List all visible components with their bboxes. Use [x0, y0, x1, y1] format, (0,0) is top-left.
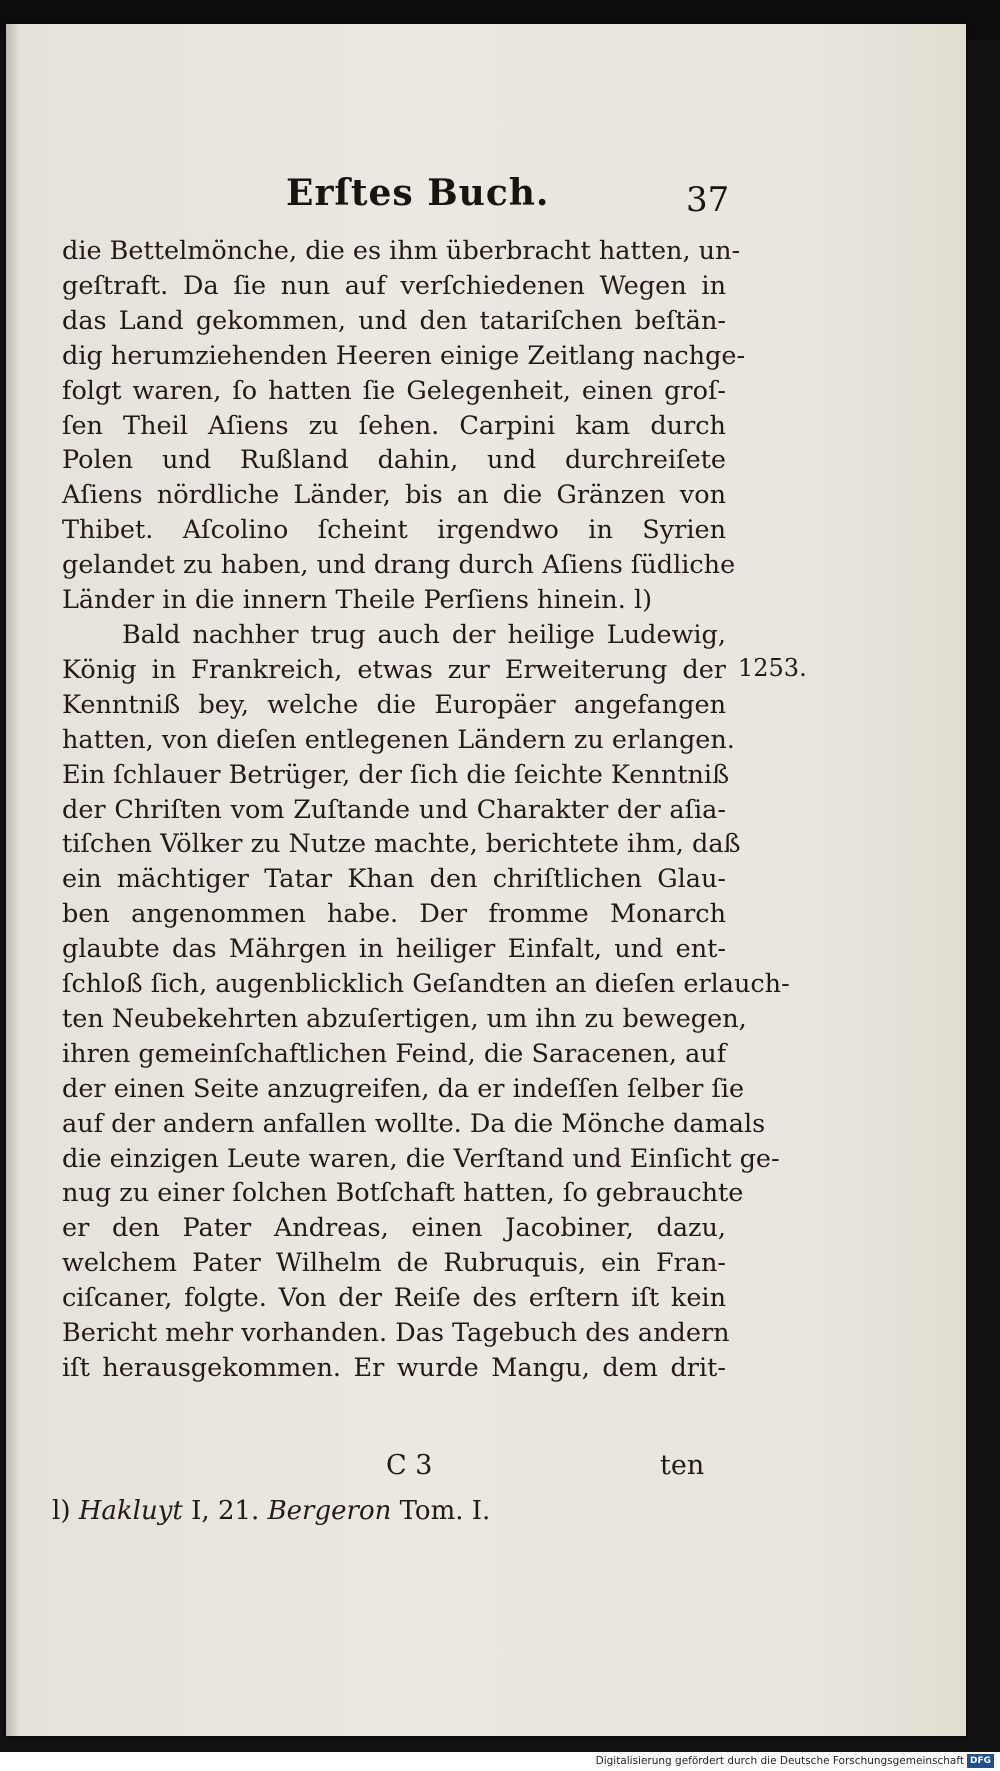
text-line: ein mächtiger Tatar Khan den chriſtlichen Glau- — [62, 864, 726, 895]
dfg-logo: DFG — [967, 1754, 994, 1768]
signature-mark: C 3 — [386, 1450, 433, 1481]
text-line: tiſchen Völker zu Nutze machte, berichtete ihm, daß — [62, 829, 741, 860]
text-line: Ein ſchlauer Betrüger, der ſich die ſeichte Kenntniß — [62, 759, 730, 790]
text-line: ſchloß ſich, augenblicklich Geſandten an dieſen erlauch- — [62, 969, 790, 1000]
text-line: ten Neubekehrten abzuſertigen, um ihn zu bewegen, — [62, 1003, 747, 1034]
text-line: gelandet zu haben, und drang durch Aſiens ſüdliche — [62, 550, 736, 581]
text-line: Thibet. Aſcolino ſcheint irgendwo in Syrien — [62, 515, 726, 546]
text-line: ihren gemeinſchaftlichen Feind, die Saracenen, auf — [62, 1038, 727, 1069]
text-line: dig herumziehenden Heeren einige Zeitlang nachge- — [62, 340, 746, 371]
footnote — [52, 1496, 490, 1526]
text-line: Aſiens nördliche Länder, bis an die Gränzen von — [62, 480, 726, 511]
margin-note-year: 1253. — [738, 654, 807, 682]
text-line: welchem Pater Wilhelm de Rubruquis, ein Fran- — [62, 1248, 726, 1279]
text-line: das Land gekommen, und den tatariſchen beſtän- — [62, 305, 726, 336]
text-line: er den Pater Andreas, einen Jacobiner, dazu, — [62, 1213, 726, 1244]
text-line: die einzigen Leute waren, die Verſtand und Einſicht ge- — [62, 1143, 780, 1174]
footnote-reference-1: I, 21. — [191, 1496, 260, 1526]
page-gutter-shadow — [6, 24, 20, 1736]
text-line: nug zu einer ſolchen Botſchaft hatten, ſo gebrauchte — [62, 1178, 744, 1209]
text-line: der einen Seite anzugreifen, da er indeſſen ſelber ſie — [62, 1073, 745, 1104]
catchword: ten — [660, 1450, 705, 1481]
text-line: der Chriſten vom Zuſtande und Charakter der aſia- — [62, 794, 726, 825]
text-line: iſt herausgekommen. Er wurde Mangu, dem drit- — [62, 1353, 726, 1383]
footnote-author-1: Hakluyt — [78, 1496, 183, 1526]
text-line: Länder in die innern Theile Perſiens hinein. l) — [62, 585, 653, 616]
text-line: geſtraft. Da ſie nun auf verſchiedenen Wegen in — [62, 270, 726, 301]
text-line: ben angenommen habe. Der fromme Monarch — [62, 899, 726, 930]
text-line: Bericht mehr vorhanden. Das Tagebuch des andern — [62, 1318, 730, 1349]
text-line: Polen und Rußland dahin, und durchreiſete — [62, 445, 726, 476]
running-head-title: Erſtes Buch. — [286, 172, 550, 214]
page-number: 37 — [686, 180, 730, 220]
footnote-reference-2: Tom. I. — [399, 1496, 491, 1526]
text-line: folgt waren, ſo hatten ſie Gelegenheit, einen groſ- — [62, 375, 726, 406]
footnote-marker: l) — [52, 1496, 71, 1526]
footnote-author-2: Bergeron — [267, 1496, 392, 1526]
text-line: glaubte das Mährgen in heiliger Einfalt, und ent- — [62, 934, 726, 965]
digitization-credit: Digitalisierung gefördert durch die Deutsche Forschungsgemeinschaft — [595, 1755, 964, 1767]
text-line: die Bettelmönche, die es ihm überbracht hatten, un- — [62, 236, 741, 266]
text-line: König in Frankreich, etwas zur Erweiterung der — [62, 654, 726, 685]
book-page — [6, 24, 966, 1736]
text-line: Kenntniß bey, welche die Europäer angefangen — [62, 689, 726, 720]
text-line: hatten, von dieſen entlegenen Ländern zu erlangen. — [62, 724, 735, 755]
text-line: ciſcaner, folgte. Von der Reiſe des erſtern iſt kein — [62, 1283, 726, 1314]
text-line: ſen Theil Aſiens zu ſehen. Carpini kam durch — [62, 410, 726, 441]
text-line: auf der andern anfallen wollte. Da die Mönche damals — [62, 1108, 766, 1139]
text-line: Bald nachher trug auch der heilige Ludewig, — [122, 619, 726, 650]
